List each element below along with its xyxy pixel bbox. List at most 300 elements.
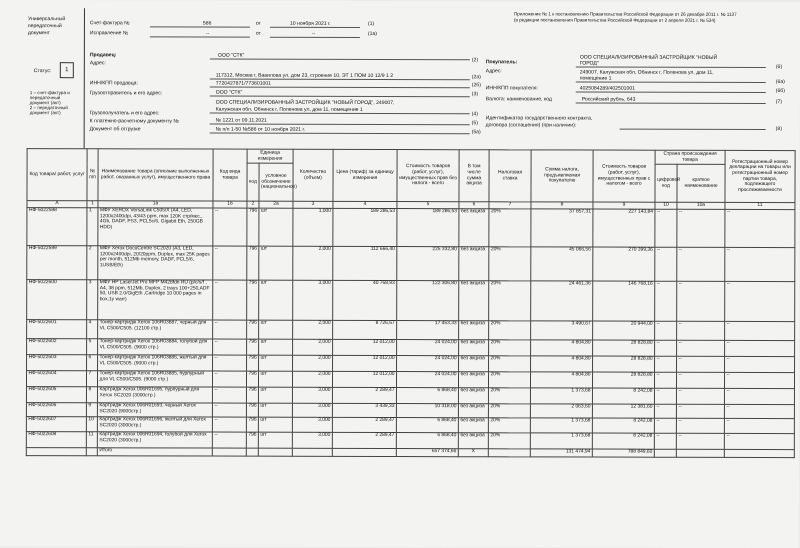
buyer-value: ООО СПЕЦИАЛИЗИРОВАННЫЙ ЗАСТРОЙЩИК "НОВЫЙ [579, 54, 718, 61]
cell-cn: -- [677, 356, 725, 372]
total-empty-j [676, 449, 724, 457]
cell-rate: 20% [488, 403, 530, 417]
cell-cost: 122 306,80 [397, 280, 459, 320]
cell-code: НФ-5022604 [26, 370, 86, 386]
cell-decl: -- [724, 404, 794, 418]
hdr-cost-w: Стоимость товаров (работ, услуг), имущественных прав с налогом - всего [593, 150, 655, 202]
cell-ucode: 796 [247, 208, 259, 246]
cell-price: 2 289,47 [332, 432, 396, 448]
column-number: А [27, 201, 87, 208]
hdr-excise: В том числе сумма акциза [459, 150, 489, 202]
status-note-4: 2 – передаточный [29, 105, 68, 111]
cell-code: НФ-5022599 [27, 245, 87, 279]
cell-tax: 1 373,68 [530, 387, 592, 403]
total-sum: 788 849,60 [592, 449, 654, 457]
seller-inn-code: (2б) [471, 82, 481, 89]
seller-inn-label: ИНН/КПП продавца: [89, 80, 138, 87]
cell-code: НФ-5022603 [27, 354, 87, 370]
column-number: 10 [655, 202, 677, 209]
hdr-code: Код товара/ работ, услуг [27, 149, 87, 201]
status-note-2: передаточный [29, 95, 61, 101]
cell-tax: 4 804,80 [530, 371, 592, 387]
items-body [26, 207, 795, 449]
cell-price: 8 726,67 [333, 320, 397, 339]
cell-price: 189 286,53 [333, 208, 397, 246]
cell-kind: -- [213, 208, 247, 246]
contract-code: (8) [775, 126, 782, 133]
column-number: 4 [333, 201, 397, 208]
cell-cost: 17 453,33 [397, 320, 459, 339]
cell-decl: -- [724, 372, 794, 388]
cell-total: 8 242,08 [592, 388, 654, 404]
total-label: Итого [97, 447, 212, 455]
cell-cc: -- [655, 209, 677, 247]
paydoc-line [210, 124, 470, 126]
cell-name: Картридж Xerox 006R01693, черный Xerox SC2020 (9000стр.) [97, 402, 212, 416]
invoice-from: от [255, 20, 262, 27]
cell-n: 3 [87, 279, 98, 319]
table-row [27, 207, 795, 247]
cell-n: 6 [87, 354, 98, 370]
currency-line [576, 103, 766, 104]
shipdoc-line [210, 133, 470, 135]
seller-value: ООО "СТК" [217, 52, 245, 59]
cell-kind: -- [212, 417, 246, 432]
cell-total: 146 768,16 [593, 281, 655, 321]
cell-cn: -- [677, 247, 725, 281]
cell-code: НФ-5022605 [26, 386, 86, 402]
cell-n: 2 [87, 245, 98, 279]
cell-kind: -- [212, 371, 246, 387]
cell-qty: 2,000 [293, 246, 333, 280]
shipper-value: ООО "СТК" [215, 89, 243, 96]
cell-tax: 1 373,68 [530, 417, 592, 432]
column-number: 9 [593, 202, 655, 209]
paydoc-label: К платежно-расчетному документу № [89, 118, 179, 125]
cell-rate: 20% [488, 371, 530, 387]
cell-n: 8 [86, 386, 97, 402]
cell-tax: 3 490,67 [531, 320, 593, 339]
hdr-unit-sym: условное обозначение (национальное) [259, 163, 293, 201]
cell-name: Тонер-картридж Xerox 106R03886, желтый для VL C500/C505. (9000 стр.) [98, 354, 213, 370]
buyer-code: (6) [775, 64, 783, 71]
column-number: 1а [98, 201, 213, 208]
cell-decl: -- [724, 418, 794, 433]
column-number: 6 [459, 202, 489, 209]
cell-cc: -- [654, 388, 676, 404]
cell-total: 28 828,80 [593, 340, 655, 356]
upd-title-2: передаточный [27, 23, 62, 30]
buyer-inn-code: (6б) [775, 88, 785, 95]
correction-date: -- [311, 30, 316, 37]
cell-rate: 20% [489, 320, 531, 339]
buyer-address-2: помещение 1 [579, 75, 612, 82]
cell-decl: -- [724, 388, 794, 404]
cell-cost: 24 024,00 [397, 355, 459, 371]
cell-name: Картридж Xerox 006R01696, желтый для Xerox SC2020 (3000стр.) [97, 416, 212, 431]
cell-cc: -- [654, 404, 676, 418]
cell-decl: -- [725, 321, 795, 340]
shipdoc-value: № п/п 1-50 №586 от 10 ноября 2021 г. [215, 126, 306, 133]
cell-tax: 2 063,60 [530, 403, 592, 417]
cell-rate: 20% [489, 246, 531, 280]
cell-n: 1 [87, 207, 98, 245]
cell-total: 8 242,08 [592, 418, 654, 433]
cell-n: 4 [87, 319, 98, 338]
cell-ucode: 796 [247, 280, 259, 320]
cell-cost: 225 332,80 [397, 246, 459, 280]
hdr-name: Наименование товара (описание выполненных работ, оказанных услуг), имущественного права [98, 149, 213, 201]
invoice-label: Счет-фактура № [89, 20, 130, 27]
cell-tax: 37 857,31 [531, 208, 593, 246]
cell-name: Картридж Xerox 006R01695, пурпурный для Xerox SC2020 (3000стр.) [97, 386, 212, 402]
appendix-line-2: (в редакции постановления Правительства Российской Федерации от 2 апреля 2021 г. № 534) [513, 17, 716, 23]
total-empty-b [86, 447, 97, 455]
cell-kind: -- [213, 280, 247, 320]
correction-from: от [255, 30, 261, 37]
cell-code: НФ-5022598 [27, 207, 87, 245]
cell-code: НФ-5022607 [26, 416, 86, 431]
cell-excise: без акциза [458, 371, 488, 387]
cell-cc: -- [655, 247, 677, 281]
cell-name: Тонер-картридж Xerox 106R03884, голубой для VL C500/C505. (9000 стр.) [98, 338, 213, 354]
cell-cost: 10 318,00 [396, 403, 458, 417]
hdr-country-code: цифровой код [655, 164, 677, 202]
contract-line [620, 129, 766, 130]
buyer-address-label: Адрес: [485, 68, 502, 75]
cell-rate: 20% [489, 280, 531, 320]
total-tax: 131 474,94 [530, 448, 592, 456]
cell-n: 7 [86, 370, 97, 386]
cell-total: 8 242,08 [592, 433, 654, 449]
cell-total: 12 381,60 [592, 404, 654, 418]
cell-decl: -- [725, 340, 795, 356]
seller-inn-line [210, 87, 470, 89]
cell-usym: шт [258, 403, 292, 417]
cell-usym: шт [259, 246, 293, 280]
consignee-line-1: ООО СПЕЦИАЛИЗИРОВАННЫЙ ЗАСТРОЙЩИК "НОВЫЙ ГОРОД", 249007, [215, 99, 395, 107]
cell-name: Тонер-картридж Xerox 106R03885, пурпурный для VL C500/C505. (9000 стр.) [97, 370, 212, 386]
cell-name: МФУ XEROX VersaLink C505/X (A4, LED, 1200x2400dpi, 43/43 ppm, max 120K стр/мес., 4Gb, DADF, PS3, PCL5c/6, Gigabit Eth, 250GB HDD) [98, 207, 213, 245]
cell-price: 112 666,40 [333, 246, 397, 280]
cell-tax: 4 804,80 [531, 339, 593, 355]
paydoc-code: (5) [471, 120, 478, 127]
cell-kind: -- [213, 355, 247, 371]
seller-code: (2) [471, 57, 479, 64]
total-empty-f [292, 448, 332, 456]
invoice-date: 10 ноября 2021 г. [289, 20, 331, 27]
cell-decl: -- [725, 209, 795, 247]
cell-n: 9 [86, 402, 97, 416]
hdr-decl: Регистрационный номер декларации на товары или регистрационный номер партии товара, подлежащего прослеживаемости [725, 150, 795, 202]
cell-name: Картридж Xerox 006R01694, голубой для Xerox SC2020 (3000стр.) [97, 431, 212, 447]
cell-cost: 6 868,40 [396, 417, 458, 432]
cell-rate: 20% [489, 208, 531, 246]
cell-decl: -- [725, 356, 795, 372]
cell-price: 12 012,00 [333, 339, 397, 355]
cell-cc: -- [655, 321, 677, 340]
cell-code: НФ-5022606 [26, 402, 86, 416]
cell-code: НФ-5022608 [26, 431, 86, 447]
buyer-address-line [576, 82, 766, 83]
total-empty-a [26, 447, 86, 455]
cell-cn: -- [677, 340, 725, 356]
total-empty-k [724, 449, 794, 457]
cell-cn: -- [676, 404, 724, 418]
upd-title-1: Универсальный [27, 16, 66, 23]
cell-cn: -- [676, 388, 724, 404]
shipper-line [210, 96, 470, 98]
status-box: 1 [60, 62, 74, 78]
invoice-date-line [270, 27, 360, 28]
correction-number-line [150, 36, 250, 37]
column-number: 1 [87, 201, 98, 208]
cell-total: 20 944,00 [593, 321, 655, 340]
cell-qty: 2,000 [293, 320, 333, 339]
shipdoc-code: (5а) [471, 129, 481, 136]
cell-decl: -- [724, 433, 794, 449]
buyer-inn: 4025084289/402501001 [579, 85, 636, 92]
buyer-inn-label: ИНН/КПП покупателя: [485, 85, 538, 92]
cell-price: 12 012,00 [333, 355, 397, 371]
currency-code: (7) [775, 99, 782, 106]
hdr-qty: Количество (объем) [293, 149, 333, 201]
hdr-rate: Налоговая ставка [489, 150, 531, 202]
cell-rate: 20% [489, 339, 531, 355]
cell-usym: шт [259, 339, 293, 355]
table-row [27, 319, 795, 340]
seller-label: Продавец: [89, 52, 117, 59]
cell-rate: 20% [489, 355, 531, 371]
hdr-tax: Сумма налога, предъявляемая покупателю [531, 150, 593, 202]
cell-name: МФУ Xerox DocuCentre SC2020 (A3, LED, 1200x2400dpi, 20/20ppm, Duplex, max 25K pages per month, 512Mb memory, DADF, PCL5/6, 1USB/Eth) [98, 245, 213, 279]
cell-tax: 24 461,36 [531, 280, 593, 320]
cell-kind: -- [212, 403, 246, 417]
cell-cc: -- [655, 281, 677, 321]
consignee-code: (4) [471, 111, 478, 118]
seller-address-label: Адрес: [89, 60, 106, 67]
cell-qty: 3,000 [292, 417, 332, 432]
cell-qty: 2,000 [292, 371, 332, 387]
cell-n: 5 [87, 338, 98, 354]
total-empty-c [212, 448, 246, 456]
shipper-label: Грузоотправитель и его адрес: [89, 90, 163, 97]
cell-ucode: 796 [246, 417, 258, 432]
seller-line [210, 59, 470, 61]
cell-price: 2 289,47 [332, 417, 396, 432]
table-row [27, 279, 795, 321]
cell-usym: шт [258, 417, 292, 432]
cell-name: МФУ HP LaserJet Pro MFP M428fdn RU (p/c/s/f , A4, 38 ppm, 512Mb, Duplex, 2 trays 100+250,ADF 50, USB 2.0/GigEth ,Cartridge 10 000 pages in box,1y warr) [98, 279, 213, 319]
table-row [27, 245, 795, 281]
cell-cc: -- [655, 356, 677, 372]
consignee-line-2: Калужская обл, Обнинск г, Поленова ул, дом 11, помещение 1 [215, 106, 363, 113]
correction-code: (1а) [367, 30, 377, 37]
cell-decl: -- [725, 281, 795, 321]
cell-qty: 3,000 [292, 432, 332, 448]
status-note-3: документ (акт) [29, 100, 61, 106]
cell-cost: 6 868,40 [396, 387, 458, 403]
total-cost: 657 374,66 [396, 448, 458, 456]
cell-usym: шт [258, 432, 292, 448]
buyer-line [576, 67, 766, 68]
cell-price: 12 012,00 [332, 371, 396, 387]
cell-kind: -- [213, 339, 247, 355]
buyer-label: Покупатель: [485, 59, 518, 66]
cell-name: Тонер-картридж Xerox 106R03887, черный для VL C500/C505. (12100 стр.) [98, 319, 213, 338]
cell-qty: 3,000 [292, 387, 332, 403]
cell-cn: -- [676, 418, 724, 433]
cell-code: НФ-5022601 [27, 319, 87, 338]
total-excise: Х [458, 448, 488, 456]
consignee-line [210, 113, 470, 115]
cell-ucode: 796 [247, 355, 259, 371]
cell-total: 28 828,80 [593, 356, 655, 372]
cell-usym: шт [258, 387, 292, 403]
cell-tax: 45 066,56 [531, 246, 593, 280]
cell-ucode: 796 [246, 432, 258, 448]
cell-usym: шт [259, 320, 293, 339]
cell-cn: -- [676, 433, 724, 449]
correction-date-line [270, 37, 360, 38]
cell-qty: 1,000 [293, 208, 333, 246]
status-note-1: 1 – счет-фактура и [29, 90, 70, 96]
total-empty-h [488, 448, 530, 456]
contract-label-2: договора (соглашения) (при наличии): [485, 122, 577, 129]
invoice-code: (1) [367, 20, 375, 27]
column-number: 8 [531, 202, 593, 209]
cell-excise: без акциза [458, 387, 488, 403]
cell-excise: без акциза [459, 280, 489, 320]
cell-rate: 20% [488, 387, 530, 403]
hdr-country: Страна происхождения товара [655, 150, 725, 164]
cell-excise: без акциза [458, 417, 488, 432]
currency-value: Российский рубль, 643 [581, 96, 636, 103]
hdr-price: Цена (тариф) за единицу измерения [333, 149, 397, 201]
hdr-unit: Единица измерения [247, 149, 293, 163]
cell-cost: 189 286,53 [397, 208, 459, 246]
cell-usym: шт [259, 280, 293, 320]
items-table [26, 148, 796, 458]
cell-rate: 20% [488, 432, 530, 448]
column-number: 1б [213, 201, 247, 208]
cell-cc: -- [654, 433, 676, 449]
cell-n: 10 [86, 416, 97, 431]
cell-price: 40 768,93 [333, 280, 397, 320]
cell-cc: -- [654, 372, 676, 388]
cell-n: 11 [86, 431, 97, 447]
cell-ucode: 796 [246, 387, 258, 403]
buyer-address: 249007, Калужская обл, Обнинск г, Поленова ул, дом 11, [579, 69, 714, 76]
hdr-country-name: краткое наименование [677, 164, 725, 202]
cell-excise: без акциза [458, 403, 488, 417]
total-empty-e [258, 448, 292, 456]
cell-rate: 20% [488, 417, 530, 432]
cell-excise: без акциза [459, 320, 489, 339]
cell-qty: 3,000 [293, 280, 333, 320]
cell-tax: 1 373,68 [530, 432, 592, 448]
cell-usym: шт [258, 371, 292, 387]
cell-cn: -- [676, 372, 724, 388]
cell-decl: -- [725, 247, 795, 281]
total-row [26, 447, 794, 457]
buyer-value-2: ГОРОД" [579, 60, 599, 67]
hdr-kind: Код вида товара [213, 149, 247, 201]
cell-cost: 24 024,00 [396, 371, 458, 387]
cell-kind: -- [212, 432, 246, 448]
hdr-cost-wo: Стоимость товаров (работ, услуг), имущественных прав без налога - всего [397, 150, 459, 202]
correction-number: -- [205, 30, 210, 37]
cell-cost: 6 868,40 [396, 432, 458, 448]
correction-label: Исправление № [89, 30, 129, 37]
seller-address-code: (2а) [471, 74, 481, 81]
upd-title-3: документ [27, 30, 50, 37]
appendix-line-1: Приложение № 1 к постановлению Правительства Российской Федерации от 26 декабря 2011 г. № 1137 [513, 11, 737, 17]
cell-excise: без акциза [459, 339, 489, 355]
cell-ucode: 796 [247, 320, 259, 339]
cell-tax: 4 804,80 [531, 355, 593, 371]
cell-kind: -- [213, 246, 247, 280]
cell-kind: -- [212, 387, 246, 403]
cell-total: 227 143,84 [593, 209, 655, 247]
cell-price: 2 289,47 [332, 387, 396, 403]
cell-qty: 3,000 [292, 403, 332, 417]
column-number: 5 [397, 202, 459, 209]
cell-qty: 2,000 [293, 355, 333, 371]
cell-ucode: 796 [247, 246, 259, 280]
column-number: 10а [677, 202, 725, 209]
cell-cc: -- [654, 418, 676, 433]
column-number: 11 [725, 202, 795, 209]
consignee-label: Грузополучатель и его адрес: [89, 110, 160, 117]
column-number: 2 [247, 201, 259, 208]
buyer-inn-line [576, 92, 766, 93]
cell-code: НФ-5022602 [27, 338, 87, 354]
cell-cc: -- [655, 340, 677, 356]
status-label: Статус: [33, 68, 52, 75]
total-empty-d [246, 448, 258, 456]
left-separator [84, 8, 85, 148]
cell-price: 3 439,33 [332, 403, 396, 417]
contract-label: Идентификатор государственного контракта, [485, 115, 593, 122]
column-number: 2а [259, 201, 293, 208]
hdr-unit-code: код [247, 163, 259, 201]
cell-excise: без акциза [459, 208, 489, 246]
cell-usym: шт [259, 208, 293, 246]
cell-usym: шт [259, 355, 293, 371]
invoice-number: 586 [202, 20, 212, 27]
column-number: 7 [489, 202, 531, 209]
cell-cn: -- [677, 321, 725, 340]
hdr-num: № п/п [87, 149, 98, 201]
total-empty-g [332, 448, 396, 456]
cell-excise: без акциза [459, 355, 489, 371]
cell-cn: -- [677, 281, 725, 321]
cell-ucode: 796 [247, 339, 259, 355]
cell-excise: без акциза [458, 432, 488, 448]
cell-total: 28 828,80 [592, 372, 654, 388]
invoice-number-line [150, 26, 250, 27]
cell-kind: -- [213, 320, 247, 339]
cell-code: НФ-5022600 [27, 279, 87, 319]
shipper-code: (3) [471, 91, 478, 98]
seller-inn: 7720427871/773601001 [215, 80, 272, 87]
cell-cost: 24 024,00 [397, 339, 459, 355]
shipdoc-label: Документ об отгрузке [89, 126, 141, 133]
currency-label: Валюта: наименование, код [485, 96, 552, 103]
column-number: 3 [293, 201, 333, 208]
buyer-address-code: (6а) [775, 79, 785, 86]
